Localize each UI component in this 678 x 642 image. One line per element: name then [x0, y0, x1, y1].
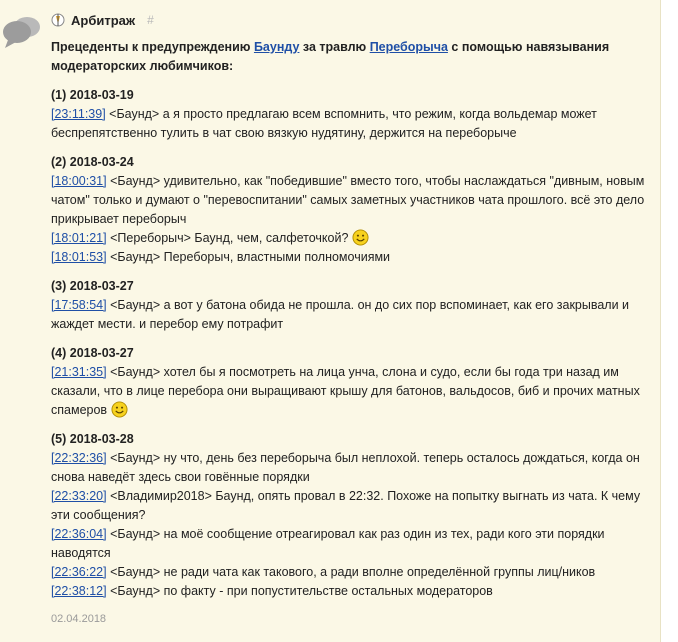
section-title: (3) 2018-03-27	[51, 279, 134, 293]
timestamp-link[interactable]: [21:31:35]	[51, 365, 107, 379]
section-title: (4) 2018-03-27	[51, 346, 134, 360]
chat-text: <Баунд> не ради чата как такового, а ради вполне определённой группы лиц/ников	[106, 565, 596, 579]
chat-line	[51, 296, 651, 334]
chat-line	[51, 449, 651, 487]
section-title: (2) 2018-03-24	[51, 155, 134, 169]
chat-line	[51, 248, 651, 267]
chat-text: <Баунд> а вот у батона обида не прошла. он до сих пор вспоминает, как его закрывали и жаждет мести. и перебор ему потрафит	[51, 298, 630, 331]
chat-line	[51, 105, 651, 143]
timestamp-link[interactable]: [22:36:22]	[51, 565, 107, 579]
chat-line	[51, 487, 651, 525]
timestamp-link[interactable]: [22:33:20]	[51, 489, 107, 503]
chat-text: <Баунд> а я просто предлагаю всем вспомнить, что режим, когда вольдемар может беспрепятственно тулить в чат свою вязкую нудятину, держится на переборыче	[51, 107, 597, 140]
section-title: (5) 2018-03-28	[51, 432, 134, 446]
precedent-section	[51, 86, 651, 143]
chat-text: <Баунд> ну что, день без переборыча был неплохой. теперь осталось дождаться, когда он снова наведёт здесь свои говённые порядки	[51, 451, 640, 484]
timestamp-link[interactable]: [22:38:12]	[51, 584, 107, 598]
post-permalink[interactable]: #	[147, 13, 154, 27]
timestamp-link[interactable]: [17:58:54]	[51, 298, 107, 312]
chat-line	[51, 172, 651, 229]
chat-line	[51, 582, 651, 601]
timestamp-link[interactable]: [18:01:21]	[51, 231, 107, 245]
chat-text: <Переборыч> Баунд, чем, салфеточкой?	[106, 231, 349, 245]
chat-line	[51, 229, 651, 248]
timestamp-link[interactable]: [18:00:31]	[51, 174, 107, 188]
chat-line	[51, 363, 651, 420]
user-link-pereborych[interactable]: Переборыча	[369, 40, 448, 54]
precedent-section	[51, 153, 651, 267]
post-content	[51, 38, 651, 611]
user-link-baund[interactable]: Баунду	[253, 40, 300, 54]
timestamp-link[interactable]: [18:01:53]	[51, 250, 107, 264]
chat-text: <Баунд> удивительно, как "победившие" вместо того, чтобы наслаждаться "дивным, новым чатом" только и думают о "перевоспитании" самых заметных участников чата прошлого. всё это дело прикрывает переборыч	[51, 174, 645, 226]
smiley-icon	[111, 401, 128, 418]
smiley-icon	[352, 229, 369, 246]
precedent-section	[51, 277, 651, 334]
speech-bubbles-icon	[2, 14, 42, 50]
precedent-section	[51, 344, 651, 420]
chat-line	[51, 563, 651, 582]
intro-text-3: с помощью навязывания модераторских любимчиков:	[51, 40, 610, 73]
chat-text: <Баунд> хотел бы я посмотреть на лица унча, слона и судо, если бы года три назад им сказали, что в лице перебора они выращивают крышу для батонов, вальдосов, биб и прочих матных спамеров	[51, 365, 640, 417]
post-header	[51, 11, 154, 29]
rank-badge-icon	[51, 12, 65, 28]
intro-text-2: за травлю	[299, 40, 370, 54]
section-title: (1) 2018-03-19	[51, 88, 134, 102]
timestamp-link[interactable]: [22:36:04]	[51, 527, 107, 541]
chat-text: <Владимир2018> Баунд, опять провал в 22:32. Похоже на попытку выгнать из чата. К чему эти сообщения?	[51, 489, 641, 522]
timestamp-link[interactable]: [23:11:39]	[51, 107, 106, 121]
precedent-section	[51, 430, 651, 601]
post-intro	[51, 38, 651, 76]
chat-text: <Баунд> Переборыч, властными полномочиями	[106, 250, 391, 264]
chat-text: <Баунд> на моё сообщение отреагировал как раз один из тех, ради кого эти порядки наводятся	[51, 527, 605, 560]
intro-text-1: Прецеденты к предупреждению	[51, 40, 254, 54]
author-name[interactable]: Арбитраж	[71, 12, 136, 28]
chat-line	[51, 525, 651, 563]
post-date: 02.04.2018	[51, 613, 107, 625]
timestamp-link[interactable]: [22:32:36]	[51, 451, 107, 465]
chat-text: <Баунд> по факту - при попустительстве остальных модераторов	[106, 584, 493, 598]
